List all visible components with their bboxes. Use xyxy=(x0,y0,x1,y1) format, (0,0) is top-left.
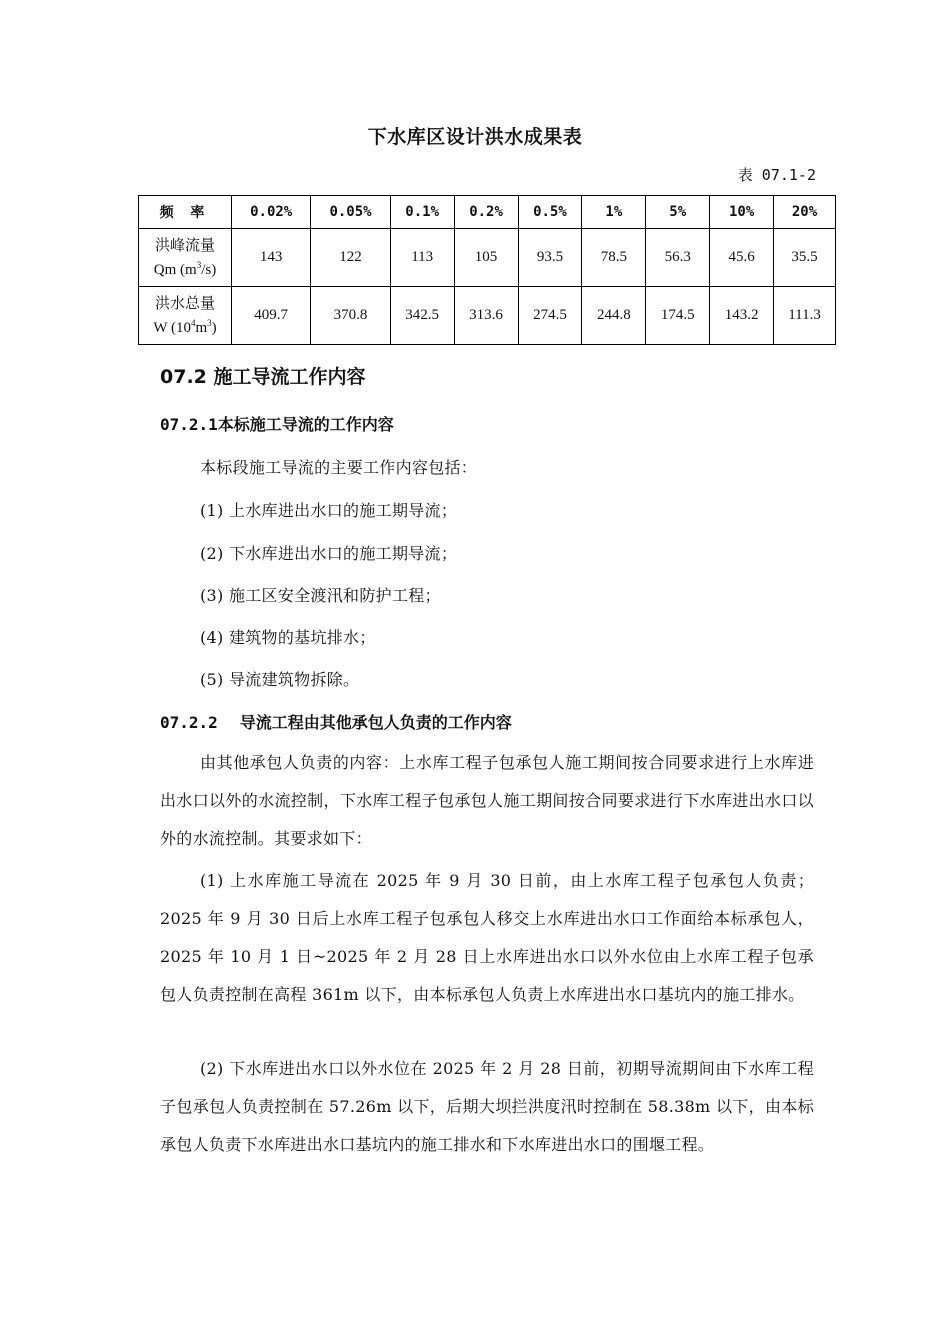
table-cell: 35.5 xyxy=(774,229,836,287)
subsection-title: 导流工程由其他承包人负责的工作内容 xyxy=(239,713,512,732)
table-cell: 122 xyxy=(311,229,390,287)
table-cell: 93.5 xyxy=(518,229,582,287)
table-cell: 111.3 xyxy=(774,287,836,345)
table-cell: 244.8 xyxy=(582,287,646,345)
body-paragraph: (1) 上水库施工导流在 2025 年 9 月 30 日前，由上水库工程子包承包人负责；2025 年 9 月 30 日后上水库工程子包承包人移交上水库进出水口工作面给本标承包人，2025 年 10 月 1 日~2025 年 2 月 28 日上水库进出水口以外水位由上水库工程子包承包人负责控制在高程 361m 以下，由本标承包人负责上水库进出水口基坑内的施工排水。 xyxy=(160,871,814,1004)
table-cell: 174.5 xyxy=(646,287,710,345)
table-cell: 143 xyxy=(232,229,311,287)
table-cell: 105 xyxy=(454,229,518,287)
list-item: (5) 导流建筑物拆除。 xyxy=(200,670,360,689)
table-cell: 56.3 xyxy=(646,229,710,287)
frequency-cell: 10% xyxy=(710,196,774,229)
subsection-number: 07.2.2 xyxy=(160,713,218,732)
table-cell: 113 xyxy=(390,229,454,287)
table-cell: 143.2 xyxy=(710,287,774,345)
subsection-number: 07.2.1 xyxy=(160,415,218,434)
subsection-heading-2 xyxy=(160,710,512,733)
peak-discharge-header xyxy=(139,229,232,287)
table-cell: 370.8 xyxy=(311,287,390,345)
table-title: 下水库区设计洪水成果表 xyxy=(367,126,583,148)
table-row xyxy=(139,229,836,287)
table-cell: 78.5 xyxy=(582,229,646,287)
table-cell: 409.7 xyxy=(232,287,311,345)
body-paragraph: (2) 下水库进出水口以外水位在 2025 年 2 月 28 日前，初期导流期间由下水库工程子包承包人负责控制在 57.26m 以下，后期大坝拦洪度汛时控制在 58.38m 以下，由本标承包人负责下水库进出水口基坑内的施工排水和下水库进出水口的围堰工程。 xyxy=(160,1059,814,1154)
frequency-cell: 0.02% xyxy=(232,196,311,229)
table-cell: 342.5 xyxy=(390,287,454,345)
table-cell: 274.5 xyxy=(518,287,582,345)
table-number: 表 07.1-2 xyxy=(737,166,816,184)
row-label: 洪峰流量 xyxy=(154,235,215,254)
list-item: (3) 施工区安全渡汛和防护工程； xyxy=(200,586,441,605)
flood-results-table xyxy=(138,195,836,345)
frequency-cell: 0.2% xyxy=(454,196,518,229)
frequency-cell: 0.5% xyxy=(518,196,582,229)
subsection-title: 本标施工导流的工作内容 xyxy=(217,415,394,434)
list-item: (4) 建筑物的基坑排水； xyxy=(200,628,376,647)
list-item: (2) 下水库进出水口的施工期导流； xyxy=(200,544,458,563)
frequency-cell: 0.05% xyxy=(311,196,390,229)
frequency-cell: 20% xyxy=(774,196,836,229)
row-unit: Qm $(m^3/s)$ xyxy=(153,259,217,278)
frequency-cell: 1% xyxy=(582,196,646,229)
table-cell: 45.6 xyxy=(710,229,774,287)
row-unit: W $(10^4m^3)$ xyxy=(153,317,217,336)
table-header-row xyxy=(139,196,836,229)
row-label: 洪水总量 xyxy=(154,293,215,312)
frequency-header: 频 率 xyxy=(139,196,232,229)
frequency-cell: 0.1% xyxy=(390,196,454,229)
table-row xyxy=(139,287,836,345)
section-heading: 07.2 施工导流工作内容 xyxy=(160,366,366,388)
frequency-cell: 5% xyxy=(646,196,710,229)
subsection-heading-1 xyxy=(160,412,394,435)
list-item: (1) 上水库进出水口的施工期导流； xyxy=(200,501,458,520)
intro-paragraph: 本标段施工导流的主要工作内容包括： xyxy=(200,458,478,477)
body-paragraph: 由其他承包人负责的内容：上水库工程子包承包人施工期间按合同要求进行上水库进出水口以外的水流控制，下水库工程子包承包人施工期间按合同要求进行下水库进出水口以外的水流控制。其要求如下： xyxy=(160,753,814,848)
table-cell: 313.6 xyxy=(454,287,518,345)
flood-volume-header xyxy=(139,287,232,345)
